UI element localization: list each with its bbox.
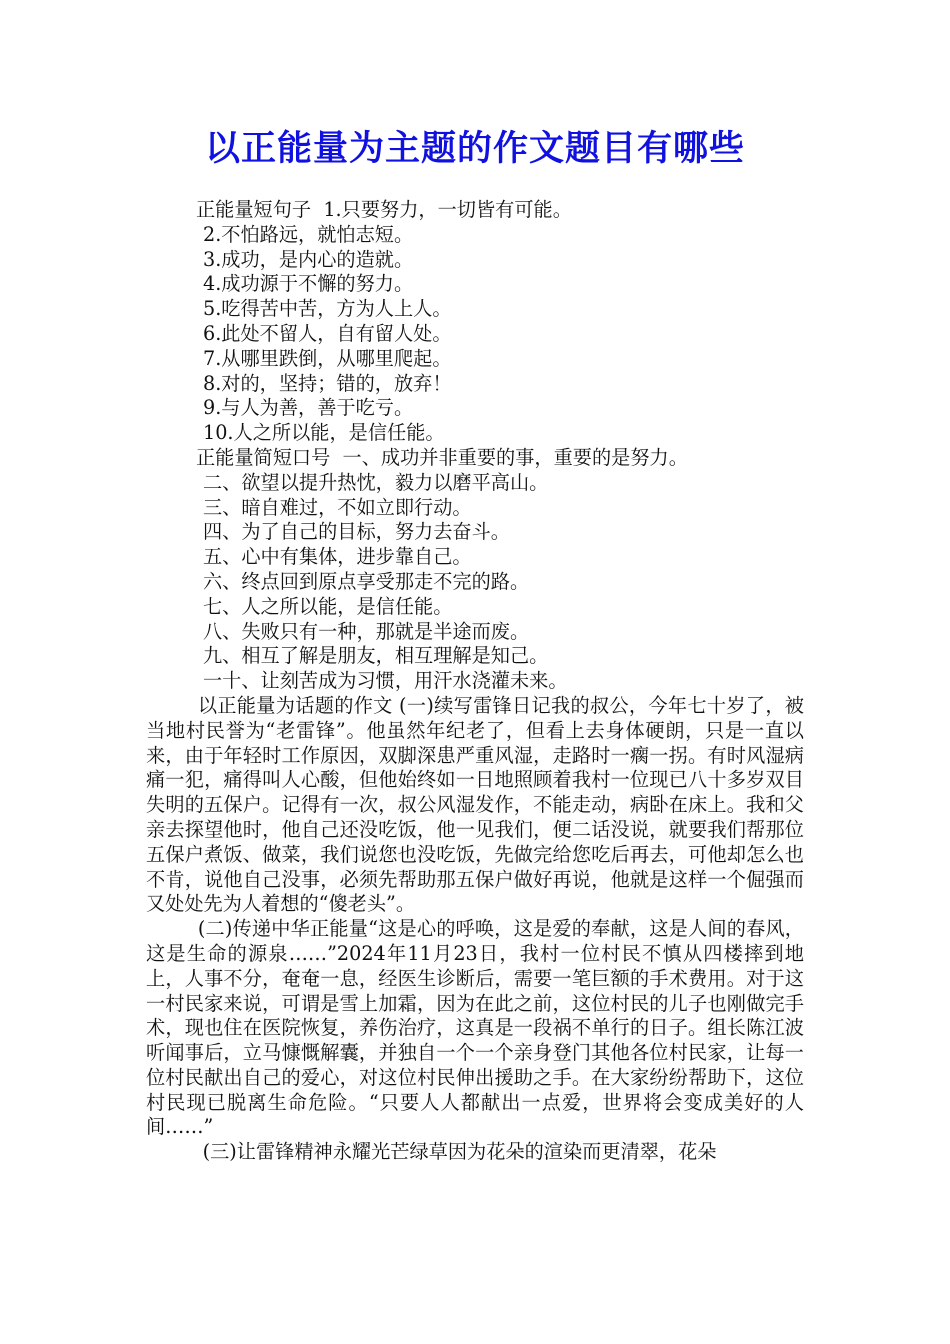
short-sentence-item: 5.吃得苦中苦，方为人上人。	[203, 297, 452, 321]
slogan-item: 五、心中有集体，进步靠自己。	[203, 545, 472, 569]
short-sentences-heading: 正能量短句子 1.只要努力，一切皆有可能。	[196, 198, 572, 221]
essay-paragraph-1: 以正能量为话题的作文 (一)续写雷锋日记我的叔公，今年七十岁了，被当地村民誉为“老雷锋”。他虽然年纪老了，但看上去身体硬朗，只是一直以来，由于年轻时工作原因，双脚深患严重风湿，走路时一瘸一拐。有时风湿病痛一犯，痛得叫人心酸，但他始终如一日地照顾着我村一位现已八十多岁双目失明的五保户。记得有一次，叔公风湿发作，不能走动，病卧在床上。我和父亲去探望他时，他自己还没吃饭，他一见我们，便二话没说，就要我们帮那位五保户煮饭、做菜，我们说您也没吃饭，先做完给您吃后再去，可他却怎么也不肯，说他自己没事，必须先帮助那五保户做好再说，他就是这样一个倔强而又处处先为人着想的“傻老头”。	[146, 693, 804, 916]
slogan-item: 一十、让刻苦成为习惯，用汗水浇灌未来。	[203, 669, 568, 693]
slogan-item: 九、相互了解是朋友，相互理解是知己。	[203, 644, 549, 668]
short-sentence-item: 6.此处不留人，自有留人处。	[203, 321, 452, 345]
slogan-item: 四、为了自己的目标，努力去奋斗。	[203, 520, 510, 544]
short-sentence-item: 9.与人为善，善于吃亏。	[203, 396, 414, 420]
short-sentence-item: 8.对的，坚持；错的，放弃！	[203, 371, 452, 395]
short-sentence-item: 2.不怕路远，就怕志短。	[203, 222, 414, 246]
essay-paragraph-3: (三)让雷锋精神永耀光芒绿草因为花朵的渲染而更清翠，花朵	[202, 1140, 717, 1164]
short-sentence-item: 3.成功，是内心的造就。	[203, 247, 414, 271]
short-sentence-item: 10.人之所以能，是信任能。	[203, 421, 445, 445]
slogan-item: 七、人之所以能，是信任能。	[203, 594, 453, 618]
short-sentence-item: 4.成功源于不懈的努力。	[203, 272, 414, 296]
slogans-heading: 正能量简短口号 一、成功并非重要的事，重要的是努力。	[196, 445, 688, 469]
slogan-item: 三、暗自难过，不如立即行动。	[203, 495, 472, 519]
document-title: 以正能量为主题的作文题目有哪些	[204, 129, 745, 169]
short-sentence-item: 7.从哪里跌倒，从哪里爬起。	[203, 346, 452, 370]
slogan-item: 六、终点回到原点享受那走不完的路。	[203, 569, 530, 593]
essay-paragraph-2: (二)传递中华正能量“这是心的呼唤，这是爱的奉献，这是人间的春风，这是生命的源泉……”2024年11月23日，我村一位村民不慎从四楼摔到地上，人事不分，奄奄一息，经医生诊断后，需要一笔巨额的手术费用。对于这一村民家来说，可谓是雪上加霜，因为在此之前，这位村民的儿子也刚做完手术，现也住在医院恢复，养伤治疗，这真是一段祸不单行的日子。组长陈江波听闻事后，立马慷慨解囊，并独自一个一个亲身登门其他各位村民家，让每一位村民献出自己的爱心，对这位村民伸出援助之手。在大家纷纷帮助下，这位村民现已脱离生命危险。“只要人人都献出一点爱，世界将会变成美好的人间……”	[146, 917, 804, 1139]
slogan-item: 二、欲望以提升热忱，毅力以磨平高山。	[203, 470, 549, 494]
document-body	[146, 198, 804, 1165]
slogan-item: 八、失败只有一种，那就是半途而废。	[203, 619, 530, 643]
